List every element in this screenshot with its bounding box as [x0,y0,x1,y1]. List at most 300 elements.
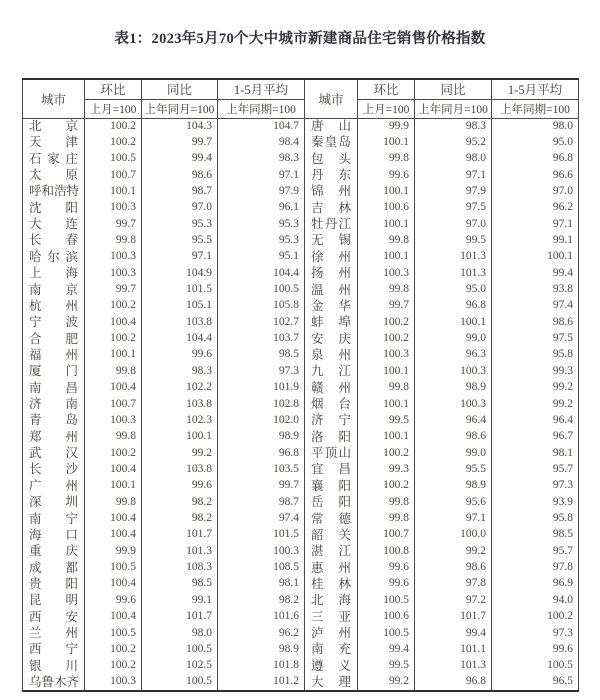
yoy-value-cell: 104.9 [142,265,218,281]
yoy-value-cell: 98.6 [415,429,492,445]
avg-value-cell: 99.4 [492,265,579,281]
table-row [23,609,579,625]
mom-value-cell: 100.3 [85,249,142,265]
avg-value-cell: 102.7 [218,314,305,330]
avg-value-cell: 96.6 [492,167,579,183]
yoy-value-cell: 103.8 [142,396,218,412]
yoy-value-cell: 98.6 [415,560,492,576]
avg-value-cell: 96.7 [492,429,579,445]
city-cell: 徐州 [305,249,358,265]
avg-value-cell: 98.4 [218,134,305,150]
avg-value-cell: 98.1 [218,576,305,592]
city-cell: 安庆 [305,331,358,347]
mom-value-cell: 99.9 [85,543,142,559]
city-cell: 青岛 [23,412,85,428]
avg-value-cell: 95.7 [492,543,579,559]
mom-value-cell: 100.2 [358,445,415,461]
yoy-value-cell: 101.3 [415,249,492,265]
yoy-value-cell: 100.3 [415,363,492,379]
mom-value-cell: 100.3 [85,674,142,690]
city-cell: 韶关 [305,527,358,543]
city-cell: 大连 [23,216,85,232]
mom-value-cell: 100.1 [358,216,415,232]
table-row [23,674,579,690]
city-cell: 北京 [23,118,85,134]
table-row [23,331,579,347]
table-row [23,511,579,527]
mom-value-cell: 100.7 [358,527,415,543]
city-cell: 洛阳 [305,429,358,445]
city-cell: 桂林 [305,576,358,592]
city-cell: 吉林 [305,200,358,216]
mom-value-cell: 100.2 [85,118,142,134]
city-cell: 呼和浩特 [23,183,85,199]
yoy-value-cell: 98.0 [142,625,218,641]
mom-value-cell: 100.3 [358,347,415,363]
header-row-2 [23,99,579,118]
mom-value-cell: 100.6 [358,200,415,216]
yoy-value-cell: 99.6 [142,478,218,494]
table-body [23,118,579,691]
table-row [23,462,579,478]
yoy-value-cell: 99.4 [142,151,218,167]
table-row [23,543,579,559]
col-subheader-avg-base-right: 上年同期=100 [492,99,579,118]
mom-value-cell: 99.7 [85,282,142,298]
mom-value-cell: 99.8 [358,233,415,249]
table-row [23,183,579,199]
city-cell: 福州 [23,347,85,363]
avg-value-cell: 102.0 [218,412,305,428]
table-header [23,79,579,118]
table-row [23,265,579,281]
city-cell: 贵阳 [23,576,85,592]
yoy-value-cell: 99.0 [415,445,492,461]
mom-value-cell: 100.2 [358,478,415,494]
yoy-value-cell: 99.5 [415,233,492,249]
mom-value-cell: 100.2 [85,134,142,150]
yoy-value-cell: 108.3 [142,560,218,576]
yoy-value-cell: 99.4 [415,625,492,641]
table-row [23,118,579,134]
yoy-value-cell: 98.0 [415,151,492,167]
yoy-value-cell: 99.6 [142,347,218,363]
city-cell: 宜昌 [305,462,358,478]
city-cell: 南充 [305,642,358,658]
avg-value-cell: 99.2 [492,380,579,396]
mom-value-cell: 99.8 [358,494,415,510]
avg-value-cell: 97.1 [492,216,579,232]
mom-value-cell: 100.3 [85,412,142,428]
city-cell: 三亚 [305,609,358,625]
price-index-table [22,78,579,692]
table-row [23,625,579,641]
yoy-value-cell: 98.5 [142,576,218,592]
table-row [23,249,579,265]
mom-value-cell: 100.2 [85,298,142,314]
avg-value-cell: 93.8 [492,282,579,298]
city-cell: 常德 [305,511,358,527]
yoy-value-cell: 100.0 [415,527,492,543]
city-cell: 秦皇岛 [305,134,358,150]
city-cell: 包头 [305,151,358,167]
yoy-value-cell: 101.7 [142,527,218,543]
table-row [23,412,579,428]
yoy-value-cell: 95.6 [415,494,492,510]
yoy-value-cell: 97.2 [415,592,492,608]
yoy-value-cell: 98.3 [415,118,492,134]
city-cell: 海口 [23,527,85,543]
table-row [23,282,579,298]
yoy-value-cell: 99.7 [142,134,218,150]
mom-value-cell: 100.7 [85,167,142,183]
avg-value-cell: 96.4 [492,412,579,428]
yoy-value-cell: 96.3 [415,347,492,363]
mom-value-cell: 100.5 [358,625,415,641]
mom-value-cell: 100.1 [85,347,142,363]
mom-value-cell: 99.7 [358,298,415,314]
avg-value-cell: 97.1 [218,167,305,183]
mom-value-cell: 100.2 [358,314,415,330]
mom-value-cell: 100.4 [85,462,142,478]
mom-value-cell: 100.4 [85,527,142,543]
table-row [23,363,579,379]
avg-value-cell: 97.3 [218,363,305,379]
col-subheader-yoy-base-left: 上年同月=100 [142,99,218,118]
city-cell: 襄阳 [305,478,358,494]
city-cell: 西宁 [23,642,85,658]
yoy-value-cell: 97.0 [142,200,218,216]
table-row [23,380,579,396]
mom-value-cell: 100.1 [358,134,415,150]
mom-value-cell: 100.3 [358,265,415,281]
city-cell: 赣州 [305,380,358,396]
city-cell: 石家庄 [23,151,85,167]
city-cell: 烟台 [305,396,358,412]
mom-value-cell: 100.2 [85,658,142,674]
yoy-value-cell: 101.1 [415,642,492,658]
mom-value-cell: 99.8 [358,511,415,527]
yoy-value-cell: 100.5 [142,642,218,658]
avg-value-cell: 95.3 [218,233,305,249]
mom-value-cell: 100.1 [85,183,142,199]
col-header-mom-left: 环比 [85,79,142,99]
avg-value-cell: 100.2 [492,609,579,625]
city-cell: 深圳 [23,494,85,510]
yoy-value-cell: 102.3 [142,412,218,428]
avg-value-cell: 95.1 [218,249,305,265]
city-cell: 丹东 [305,167,358,183]
city-cell: 宁波 [23,314,85,330]
avg-value-cell: 96.2 [492,200,579,216]
avg-value-cell: 100.3 [218,543,305,559]
mom-value-cell: 100.8 [358,543,415,559]
table-row [23,216,579,232]
avg-value-cell: 108.5 [218,560,305,576]
mom-value-cell: 99.2 [358,674,415,690]
yoy-value-cell: 99.2 [415,543,492,559]
city-cell: 北海 [305,592,358,608]
mom-value-cell: 99.8 [85,494,142,510]
avg-value-cell: 101.2 [218,674,305,690]
col-header-yoy-left: 同比 [142,79,218,99]
city-cell: 大理 [305,674,358,690]
table-row [23,233,579,249]
yoy-value-cell: 101.3 [415,265,492,281]
mom-value-cell: 99.6 [85,592,142,608]
yoy-value-cell: 95.2 [415,134,492,150]
avg-value-cell: 100.5 [492,658,579,674]
city-cell: 平顶山 [305,445,358,461]
avg-value-cell: 104.4 [218,265,305,281]
col-header-avg-right: 1-5月平均 [492,79,579,99]
avg-value-cell: 98.7 [218,494,305,510]
mom-value-cell: 100.1 [358,183,415,199]
avg-value-cell: 97.3 [492,625,579,641]
avg-value-cell: 97.4 [218,511,305,527]
avg-value-cell: 98.5 [492,527,579,543]
yoy-value-cell: 102.5 [142,658,218,674]
avg-value-cell: 103.7 [218,331,305,347]
city-cell: 泉州 [305,347,358,363]
yoy-value-cell: 104.3 [142,118,218,134]
col-header-avg-left: 1-5月平均 [218,79,305,99]
city-cell: 湛江 [305,543,358,559]
city-cell: 南宁 [23,511,85,527]
city-cell: 济宁 [305,412,358,428]
mom-value-cell: 100.3 [85,200,142,216]
city-cell: 岳阳 [305,494,358,510]
yoy-value-cell: 96.4 [415,412,492,428]
col-subheader-mom-base-right: 上月=100 [358,99,415,118]
mom-value-cell: 100.5 [85,560,142,576]
city-cell: 上海 [23,265,85,281]
mom-value-cell: 99.6 [358,576,415,592]
city-cell: 厦门 [23,363,85,379]
city-cell: 昆明 [23,592,85,608]
mom-value-cell: 100.7 [85,396,142,412]
col-subheader-mom-base-left: 上月=100 [85,99,142,118]
mom-value-cell: 99.5 [358,658,415,674]
mom-value-cell: 99.8 [358,380,415,396]
mom-value-cell: 99.6 [358,167,415,183]
table-row [23,658,579,674]
city-cell: 哈尔滨 [23,249,85,265]
yoy-value-cell: 103.8 [142,462,218,478]
mom-value-cell: 99.7 [85,216,142,232]
yoy-value-cell: 104.4 [142,331,218,347]
avg-value-cell: 100.1 [492,249,579,265]
yoy-value-cell: 100.1 [142,429,218,445]
city-cell: 银川 [23,658,85,674]
mom-value-cell: 99.9 [358,118,415,134]
yoy-value-cell: 99.0 [415,331,492,347]
yoy-value-cell: 101.7 [142,609,218,625]
col-subheader-avg-base-left: 上年同期=100 [218,99,305,118]
page-title: 表1：2023年5月70个大中城市新建商品住宅销售价格指数 [114,31,486,47]
city-cell: 锦州 [305,183,358,199]
avg-value-cell: 97.9 [218,183,305,199]
avg-value-cell: 102.8 [218,396,305,412]
avg-value-cell: 96.9 [492,576,579,592]
mom-value-cell: 99.8 [85,363,142,379]
table-row [23,642,579,658]
table-row [23,576,579,592]
mom-value-cell: 100.1 [358,363,415,379]
city-cell: 兰州 [23,625,85,641]
city-cell: 郑州 [23,429,85,445]
mom-value-cell: 99.6 [358,560,415,576]
table-row [23,298,579,314]
table-row [23,314,579,330]
avg-value-cell: 98.3 [218,151,305,167]
mom-value-cell: 100.4 [85,511,142,527]
yoy-value-cell: 97.1 [415,511,492,527]
avg-value-cell: 97.3 [492,478,579,494]
avg-value-cell: 98.0 [492,118,579,134]
mom-value-cell: 100.1 [85,478,142,494]
avg-value-cell: 101.5 [218,527,305,543]
yoy-value-cell: 105.1 [142,298,218,314]
avg-value-cell: 98.9 [218,429,305,445]
city-cell: 蚌埠 [305,314,358,330]
table-row [23,134,579,150]
mom-value-cell: 100.5 [85,151,142,167]
avg-value-cell: 98.1 [492,445,579,461]
yoy-value-cell: 99.1 [142,592,218,608]
mom-value-cell: 100.3 [85,265,142,281]
table-row [23,560,579,576]
city-cell: 牡丹江 [305,216,358,232]
yoy-value-cell: 98.7 [142,183,218,199]
yoy-value-cell: 97.5 [415,200,492,216]
avg-value-cell: 99.6 [492,642,579,658]
city-cell: 南京 [23,282,85,298]
avg-value-cell: 97.8 [492,560,579,576]
mom-value-cell: 100.6 [358,609,415,625]
avg-value-cell: 104.7 [218,118,305,134]
mom-value-cell: 100.5 [85,625,142,641]
city-cell: 南昌 [23,380,85,396]
table-row [23,151,579,167]
avg-value-cell: 97.4 [492,298,579,314]
yoy-value-cell: 103.8 [142,314,218,330]
mom-value-cell: 100.1 [358,429,415,445]
city-cell: 太原 [23,167,85,183]
city-cell: 金华 [305,298,358,314]
city-cell: 广州 [23,478,85,494]
avg-value-cell: 95.3 [218,216,305,232]
table-row [23,347,579,363]
mom-value-cell: 100.4 [85,609,142,625]
yoy-value-cell: 96.8 [415,674,492,690]
city-cell: 九江 [305,363,358,379]
avg-value-cell: 96.5 [492,674,579,690]
avg-value-cell: 101.6 [218,609,305,625]
table-row [23,396,579,412]
yoy-value-cell: 98.9 [415,380,492,396]
city-cell: 乌鲁木齐 [23,674,85,690]
yoy-value-cell: 97.1 [415,167,492,183]
mom-value-cell: 99.8 [85,429,142,445]
avg-value-cell: 99.7 [218,478,305,494]
yoy-value-cell: 95.5 [415,462,492,478]
mom-value-cell: 99.8 [358,282,415,298]
avg-value-cell: 94.0 [492,592,579,608]
yoy-value-cell: 95.0 [415,282,492,298]
city-cell: 沈阳 [23,200,85,216]
avg-value-cell: 98.6 [492,314,579,330]
avg-value-cell: 99.1 [492,233,579,249]
yoy-value-cell: 98.2 [142,511,218,527]
avg-value-cell: 103.5 [218,462,305,478]
table-row [23,200,579,216]
mom-value-cell: 99.4 [358,642,415,658]
yoy-value-cell: 101.3 [142,543,218,559]
city-cell: 武汉 [23,445,85,461]
mom-value-cell: 100.1 [358,249,415,265]
yoy-value-cell: 101.7 [415,609,492,625]
yoy-value-cell: 97.8 [415,576,492,592]
yoy-value-cell: 100.3 [415,396,492,412]
header-row-1 [23,79,579,99]
avg-value-cell: 95.7 [492,462,579,478]
mom-value-cell: 100.4 [85,314,142,330]
avg-value-cell: 95.0 [492,134,579,150]
table-row [23,478,579,494]
table-row [23,167,579,183]
city-cell: 扬州 [305,265,358,281]
yoy-value-cell: 98.3 [142,363,218,379]
yoy-value-cell: 98.2 [142,494,218,510]
avg-value-cell: 98.9 [218,642,305,658]
avg-value-cell: 95.8 [492,347,579,363]
avg-value-cell: 105.8 [218,298,305,314]
table-row [23,494,579,510]
table-row [23,429,579,445]
yoy-value-cell: 100.5 [142,674,218,690]
city-cell: 泸州 [305,625,358,641]
city-cell: 遵义 [305,658,358,674]
avg-value-cell: 98.5 [218,347,305,363]
avg-value-cell: 96.2 [218,625,305,641]
yoy-value-cell: 98.9 [415,478,492,494]
mom-value-cell: 99.8 [85,233,142,249]
avg-value-cell: 97.0 [492,183,579,199]
mom-value-cell: 100.5 [358,592,415,608]
col-subheader-yoy-base-right: 上年同月=100 [415,99,492,118]
yoy-value-cell: 102.2 [142,380,218,396]
yoy-value-cell: 99.2 [142,445,218,461]
yoy-value-cell: 101.3 [415,658,492,674]
mom-value-cell: 100.2 [85,445,142,461]
city-cell: 济南 [23,396,85,412]
mom-value-cell: 99.5 [358,412,415,428]
avg-value-cell: 101.8 [218,658,305,674]
city-cell: 西安 [23,609,85,625]
city-cell: 惠州 [305,560,358,576]
avg-value-cell: 96.8 [218,445,305,461]
yoy-value-cell: 95.5 [142,233,218,249]
yoy-value-cell: 98.6 [142,167,218,183]
mom-value-cell: 99.8 [358,151,415,167]
col-header-city-right: 城市 [305,79,358,118]
avg-value-cell: 98.2 [218,592,305,608]
col-header-yoy-right: 同比 [415,79,492,99]
avg-value-cell: 100.5 [218,282,305,298]
city-cell: 合肥 [23,331,85,347]
city-cell: 成都 [23,560,85,576]
